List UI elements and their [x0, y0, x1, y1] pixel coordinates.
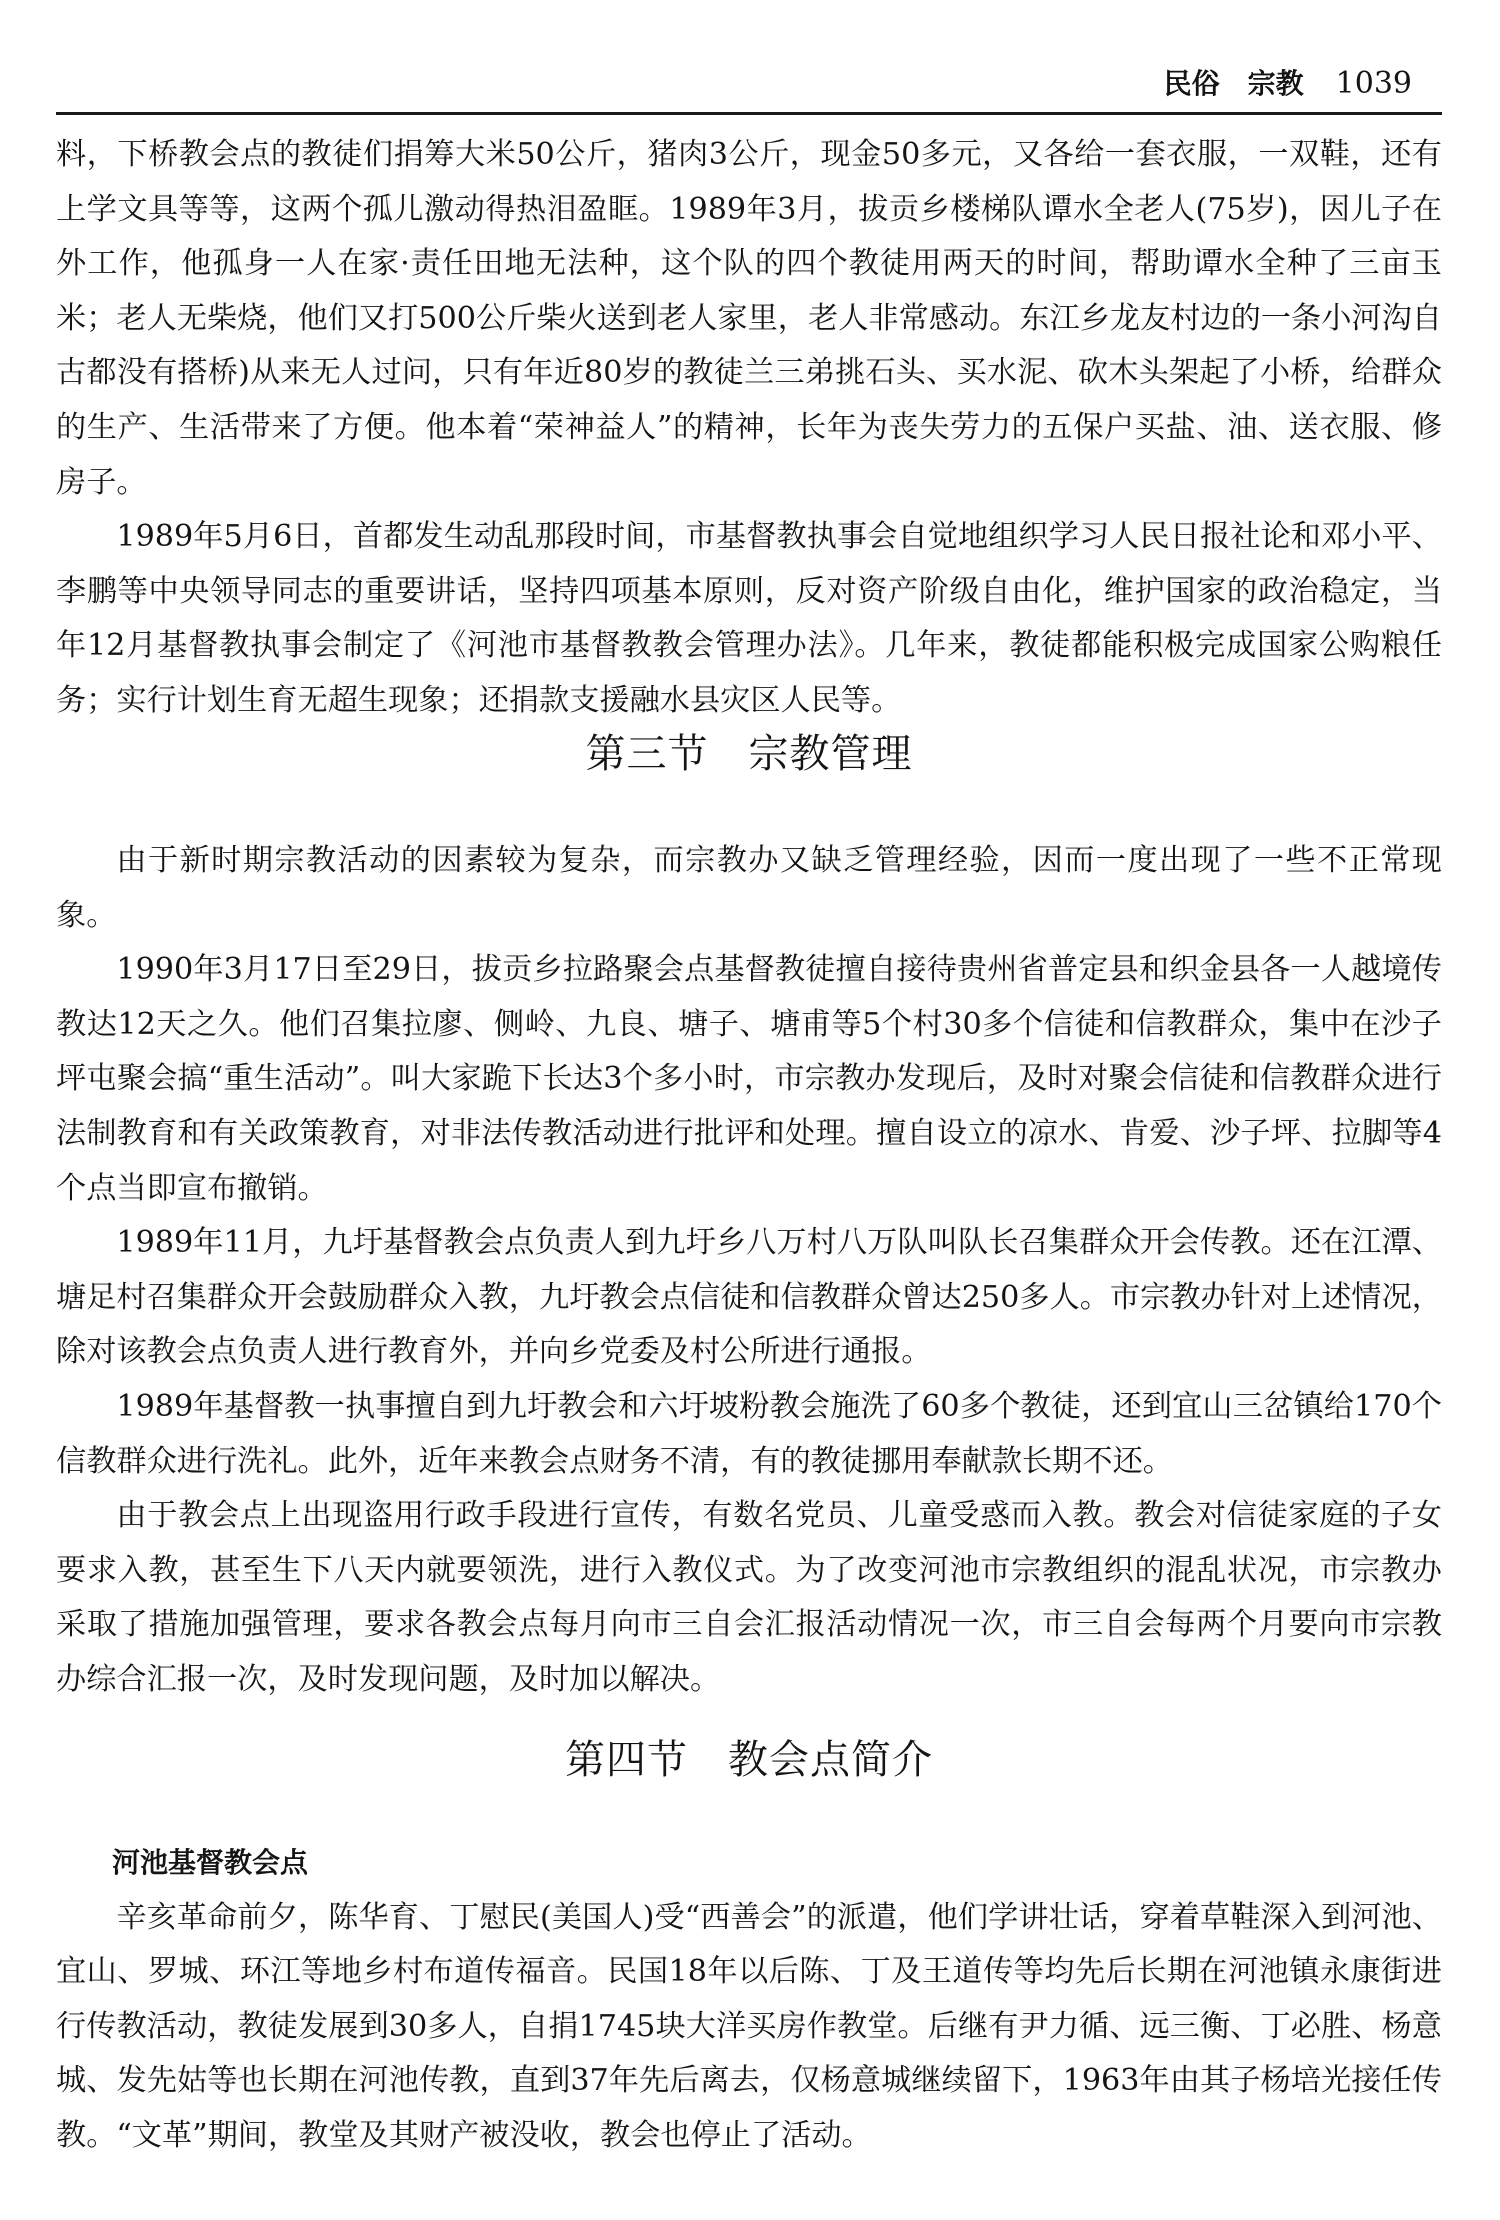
section-4-number: 第四节: [565, 1737, 688, 1783]
header-rule: [56, 112, 1442, 115]
paragraph: 1989年11月，九圩基督教会点负责人到九圩乡八万村八万队叫队长召集群众开会传教。还在江潭、塘足村召集群众开会鼓励群众入教，九圩教会点信徒和信教群众曾达250多人。市宗教办针对上述情况，除对该教会点负责人进行教育外，并向乡党委及村公所进行通报。: [56, 1225, 1442, 1370]
section-3-body: [56, 834, 1442, 1708]
section-3-title: [56, 722, 1442, 779]
paragraph: 由于教会点上出现盗用行政手段进行宣传，有数名党员、儿童受惑而入教。教会对信徒家庭的子女要求入教，甚至生下八天内就要领洗，进行入教仪式。为了改变河池市宗教组织的混乱状况，市宗教办采取了措施加强管理，要求各教会点每月向市三自会汇报活动情况一次，市三自会每两个月要向市宗教办综合汇报一次，及时发现问题，及时加以解决。: [56, 1498, 1442, 1697]
top-text: [56, 128, 1442, 729]
header-category: 民俗 宗教: [1163, 67, 1304, 100]
page-number: 1039: [1335, 66, 1412, 101]
paragraph: 辛亥革命前夕，陈华育、丁慰民(美国人)受“西善会”的派遣，他们学讲壮话，穿着草鞋深入到河池、宜山、罗城、环江等地乡村布道传福音。民国18年以后陈、丁及王道传等均先后长期在河池镇永康街进行传教活动，教徒发展到30多人，自捐1745块大洋买房作教堂。后继有尹力循、远三衡、丁必胜、杨意城、发先姑等也长期在河池传教，直到37年先后离去，仅杨意城继续留下，1963年由其子杨培光接任传教。“文革”期间，教堂及其财产被没收，教会也停止了活动。: [56, 1899, 1442, 2153]
paragraph: 由于新时期宗教活动的因素较为复杂，而宗教办又缺乏管理经验，因而一度出现了一些不正常现象。: [56, 843, 1442, 933]
church-subheading: 河池基督教会点: [112, 1846, 309, 1879]
section-4-title: [56, 1728, 1442, 1785]
section-4-body: [56, 1836, 1442, 2164]
paragraph: 料，下桥教会点的教徒们捐筹大米50公斤，猪肉3公斤，现金50多元，又各给一套衣服，一双鞋，还有上学文具等等，这两个孤儿激动得热泪盈眶。1989年3月，拔贡乡楼梯队谭水全老人(75岁)，因儿子在外工作，他孤身一人在家·责任田地无法种，这个队的四个教徒用两天的时间，帮助谭水全种了三亩玉米；老人无柴烧，他们又打500公斤柴火送到老人家里，老人非常感动。东江乡龙友村边的一条小河沟自古都没有搭桥)从来无人过问，只有年近80岁的教徒兰三弟挑石头、买水泥、砍木头架起了小桥，给群众的生产、生活带来了方便。他本着“荣神益人”的精神，长年为丧失劳力的五保户买盐、油、送衣服、修房子。: [56, 137, 1442, 500]
running-header: [1140, 62, 1412, 104]
section-3-number: 第三节: [585, 731, 709, 777]
paragraph: 1990年3月17日至29日，拔贡乡拉路聚会点基督教徒擅自接待贵州省普定县和织金县各一人越境传教达12天之久。他们召集拉廖、侧岭、九良、塘子、塘甫等5个村30多个信徒和信教群众，集中在沙子坪屯聚会搞“重生活动”。叫大家跪下长达3个多小时，市宗教办发现后，及时对聚会信徒和信教群众进行法制教育和有关政策教育，对非法传教活动进行批评和处理。擅自设立的凉水、肯爱、沙子坪、拉脚等4个点当即宣布撤销。: [56, 952, 1442, 1206]
section-4-heading: 教会点简介: [728, 1737, 933, 1783]
paragraph: 1989年基督教一执事擅自到九圩教会和六圩坡粉教会施洗了60多个教徒，还到宜山三岔镇给170个信教群众进行洗礼。此外，近年来教会点财务不清，有的教徒挪用奉献款长期不还。: [56, 1388, 1442, 1479]
section-3-heading: 宗教管理: [748, 731, 913, 777]
paragraph: 1989年5月6日，首都发生动乱那段时间，市基督教执事会自觉地组织学习人民日报社论和邓小平、李鹏等中央领导同志的重要讲话，坚持四项基本原则，反对资产阶级自由化，维护国家的政治稳定，当年12月基督教执事会制定了《河池市基督教教会管理办法》。几年来，教徒都能积极完成国家公购粮任务；实行计划生育无超生现象；还捐款支援融水县灾区人民等。: [56, 519, 1442, 718]
